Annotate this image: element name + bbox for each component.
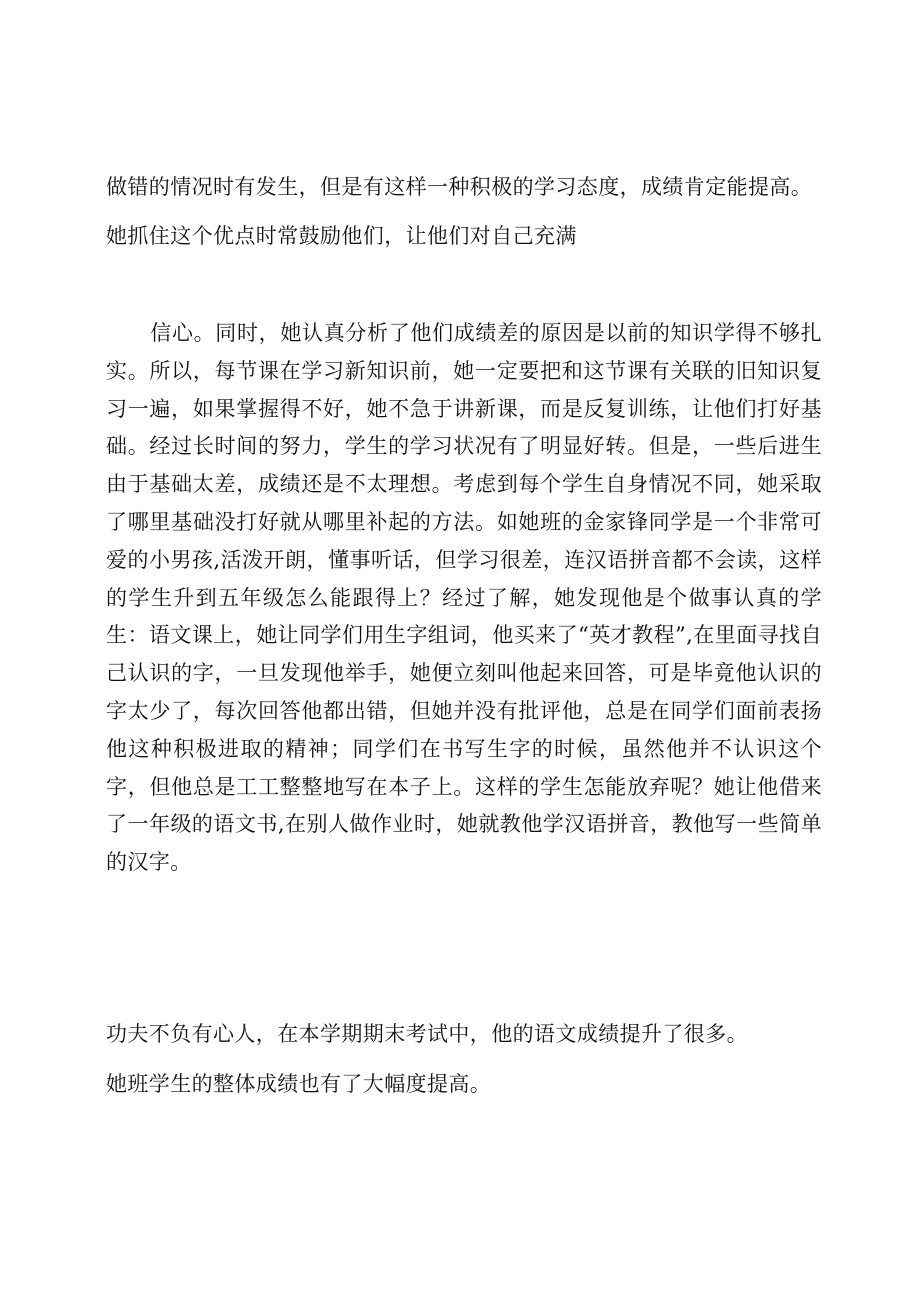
text-line-1: 做错的情况时有发生，但是有这样一种积极的学习态度，成绩肯定能提高。 <box>106 175 813 199</box>
closing-line-2: 她班学生的整体成绩也有了大幅度提高。 <box>106 1072 492 1096</box>
text-line-2: 她抓住这个优点时常鼓励他们，让他们对自己充满 <box>106 224 577 248</box>
main-paragraph-text: 信心。同时，她认真分析了他们成绩差的原因是以前的知识学得不够扎实。所以，每节课在学习新知识前，她一定要把和这节课有关联的旧知识复习一遍，如果掌握得不好，她不急于讲新课，而是反复训练，让他们打好基础。经过长时间的努力，学生的学习状况有了明显好转。但是，一些后进生由于基础太差，成绩还是不太理想。考虑到每个学生自身情况不同，她采取了哪里基础没打好就从哪里补起的方法。如她班的金家锋同学是一个非常可爱的小男孩,活泼开朗，懂事听话，但学习很差，连汉语拼音都不会读，这样的学生升到五年级怎么能跟得上？经过了解，她发现他是个做事认真的学生：语文课上，她让同学们用生字组词，他买来了“英才教程”,在里面寻找自己认识的字，一旦发现他举手，她便立刻叫他起来回答，可是毕竟他认识的字太少了，每次回答他都出错，但她并没有批评他，总是在同学们面前表扬他这种积极进取的精神；同学们在书写生字的时候，虽然他并不认识这个字，但他总是工工整整地写在本子上。这样的学生怎能放弃呢？她让他借来了一年级的语文书,在别人做作业时，她就教他学汉语拼音，教他写一些简单的汉字。 <box>106 321 822 875</box>
closing-line-1: 功夫不负有心人，在本学期期末考试中，他的语文成绩提升了很多。 <box>106 1022 748 1046</box>
main-paragraph <box>106 315 822 882</box>
